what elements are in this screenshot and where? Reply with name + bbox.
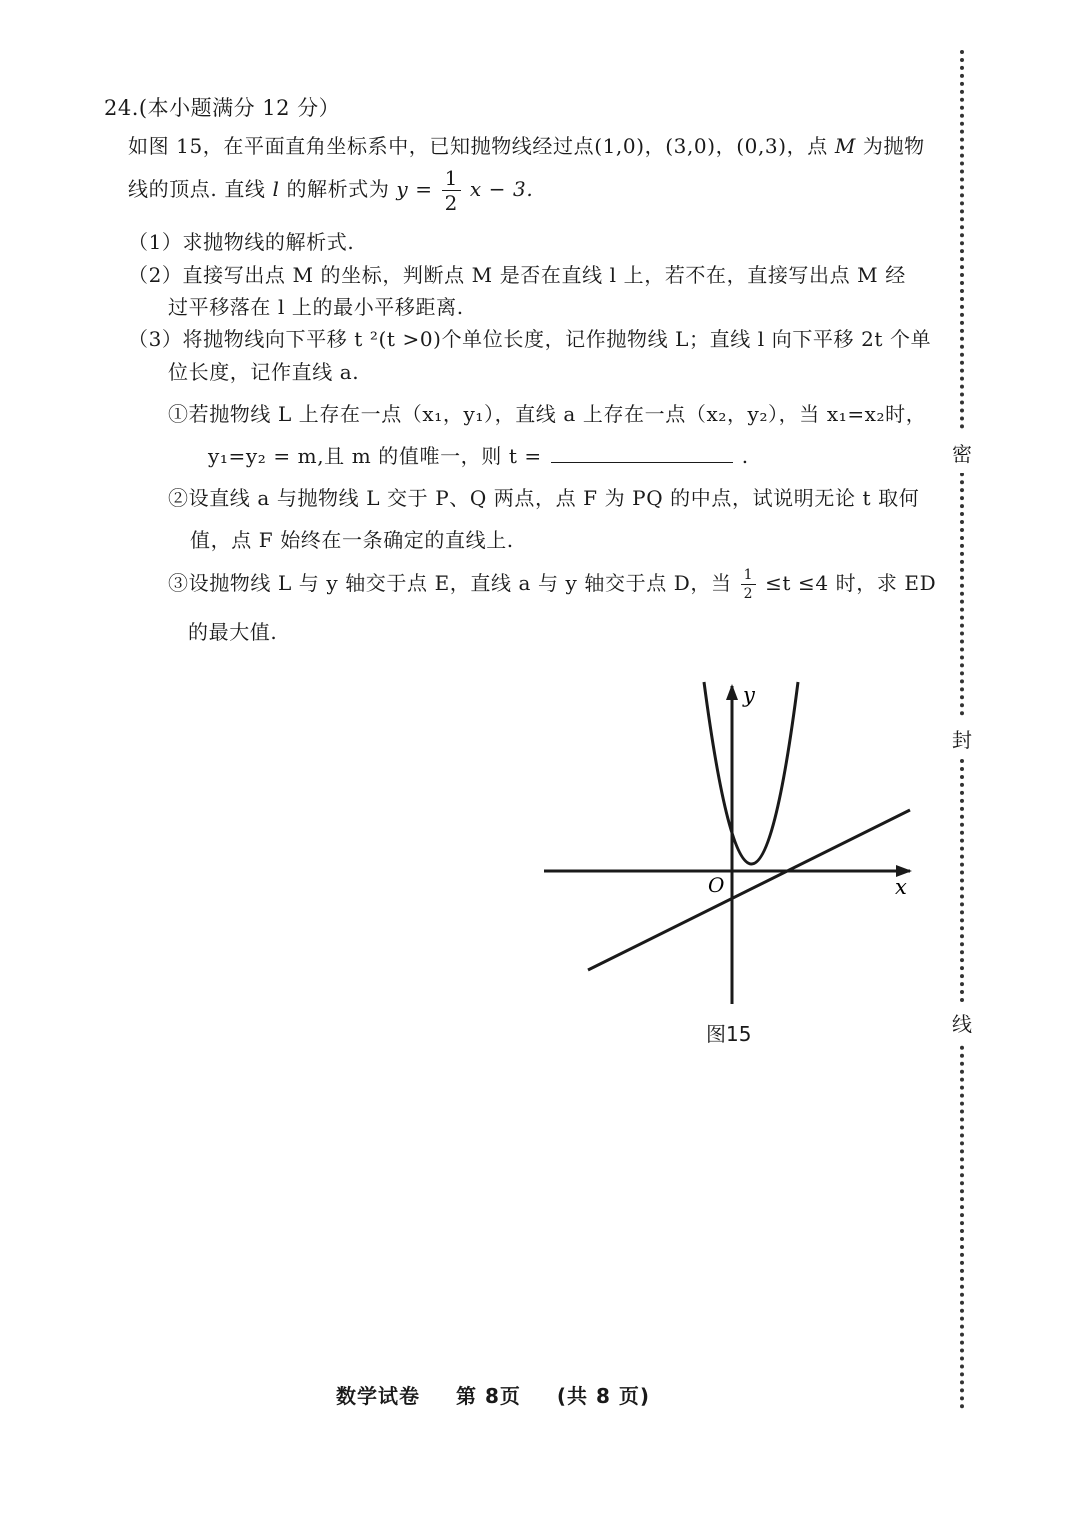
fraction-sub3 (741, 568, 757, 601)
part-1: （1）求抛物线的解析式. (128, 230, 355, 254)
sub-2-line-1: ②设直线 a 与抛物线 L 交于 P、Q 两点，点 F 为 PQ 的中点，试说明无论 t 取何 (168, 486, 920, 510)
intro-text-1a: 如图 15，在平面直角坐标系中，已知抛物线经过点(1,0)，(3,0)，(0,3)，点 (128, 134, 828, 158)
figure-15-graph (540, 676, 920, 1016)
sub-3-line-1 (168, 567, 936, 601)
seal-char-xian: 线 (950, 1002, 974, 1043)
sub-2-line-2: 值，点 F 始终在一条确定的直线上. (190, 528, 514, 552)
x-axis-label: x (895, 875, 907, 899)
part-3-line-2: 位长度，记作直线 a. (168, 360, 360, 384)
part-3-line-1: （3）将抛物线向下平移 t ²(t >0)个单位长度，记作抛物线 L；直线 l 向下平移 2t 个单 (128, 327, 932, 351)
footer-subject: 数学试卷 (336, 1384, 421, 1408)
seal-char-mi: 密 (950, 432, 974, 473)
fraction-one-half (442, 168, 461, 213)
intro-line-2 (128, 168, 533, 213)
figure-caption: 图15 (706, 1022, 752, 1046)
part-2-line-2: 过平移落在 l 上的最小平移距离. (168, 295, 464, 319)
line-l-var: l (272, 177, 280, 201)
sub3-fraction-denominator: 2 (743, 586, 754, 602)
sub-1-period: . (741, 444, 749, 468)
line-l (588, 810, 910, 970)
intro-text-2b: 的解析式为 (286, 177, 390, 201)
point-m-var: M (834, 134, 856, 158)
sub-3-text-b: ≤t ≤4 时，求 ED (765, 571, 937, 595)
sub3-fraction-numerator: 1 (741, 568, 757, 585)
fraction-numerator: 1 (442, 168, 461, 191)
question-title: 24.(本小题满分 12 分） (104, 96, 341, 120)
sub-3-text-a: ③设抛物线 L 与 y 轴交于点 E，直线 a 与 y 轴交于点 D，当 (168, 571, 732, 595)
answer-blank[interactable] (551, 444, 733, 463)
parabola-curve (704, 682, 798, 864)
part-2-line-1: （2）直接写出点 M 的坐标，判断点 M 是否在直线 l 上，若不在，直接写出点 M 经 (128, 263, 906, 287)
y-axis-label: y (743, 683, 755, 707)
intro-text-1b: 为抛物 (862, 134, 925, 158)
seal-char-feng: 封 (950, 718, 974, 759)
sub-1-line-1: ①若抛物线 L 上存在一点（x₁，y₁），直线 a 上存在一点（x₂，y₂），当 x₁=x₂时， (168, 402, 927, 426)
intro-line-1 (128, 130, 925, 159)
page-footer (0, 1380, 986, 1409)
fraction-denominator: 2 (444, 191, 458, 215)
sub-1-line-2 (208, 440, 749, 469)
sub-1-text: y₁=y₂ = m,且 m 的值唯一，则 t = (208, 444, 542, 468)
sub-3-line-2: 的最大值. (188, 620, 278, 644)
equation-rest: x − 3. (469, 177, 534, 201)
footer-total: (共 8 页) (556, 1384, 650, 1408)
intro-text-2a: 线的顶点. 直线 (128, 177, 266, 201)
footer-page: 第 8页 (455, 1384, 521, 1408)
origin-label: O (708, 873, 725, 897)
equation-y: y = (396, 177, 433, 201)
